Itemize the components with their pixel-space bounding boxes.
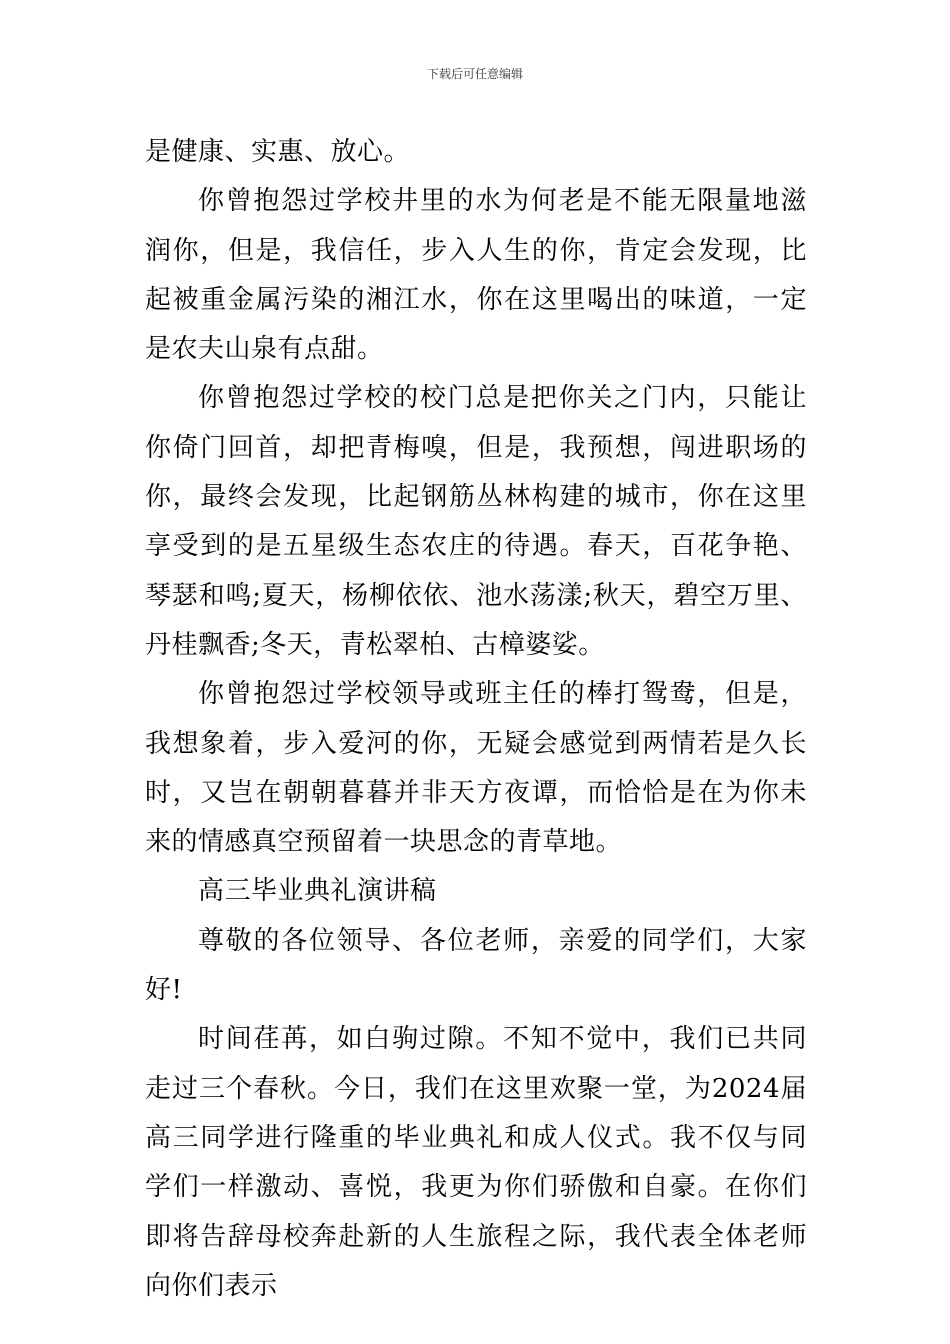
paragraph-3: 你曾抱怨过学校的校门总是把你关之门内，只能让你倚门回首，却把青梅嗅，但是，我预想，闯进职场的你，最终会发现，比起钢筋丛林构建的城市，你在这里享受到的是五星级生态农庄的待遇。春天，百花争艳、琴瑟和鸣;夏天，杨柳依依、池水荡漾;秋天，碧空万里、丹桂飘香;冬天，青松翠柏、古樟婆娑。 <box>145 383 807 660</box>
paragraph-1: 是健康、实惠、放心。 <box>145 137 411 167</box>
paragraph-7: 时间荏苒，如白驹过隙。不知不觉中，我们已共同走过三个春秋。今日，我们在这里欢聚一堂，为2024届高三同学进行隆重的毕业典礼和成人仪式。我不仅与同学们一样激动、喜悦，我更为你们骄傲和自豪。在你们即将告辞母校奔赴新的人生旅程之际，我代表全体老师向你们表示 <box>145 1024 807 1301</box>
document-body <box>145 128 807 1311</box>
page-header: 下载后可任意编辑 <box>426 67 523 81</box>
paragraph-2: 你曾抱怨过学校井里的水为何老是不能无限量地滋润你，但是，我信任，步入人生的你，肯定会发现，比起被重金属污染的湘江水，你在这里喝出的味道，一定是农夫山泉有点甜。 <box>145 186 807 365</box>
section-heading: 高三毕业典礼演讲稿 <box>198 876 437 907</box>
greeting-paragraph: 尊敬的各位领导、各位老师，亲爱的同学们，大家好! <box>145 925 807 1006</box>
paragraph-4: 你曾抱怨过学校领导或班主任的棒打鸳鸯，但是，我想象着，步入爱河的你，无疑会感觉到两情若是久长时，又岂在朝朝暮暮并非天方夜谭，而恰恰是在为你未来的情感真空预留着一块思念的青草地。 <box>145 679 807 858</box>
